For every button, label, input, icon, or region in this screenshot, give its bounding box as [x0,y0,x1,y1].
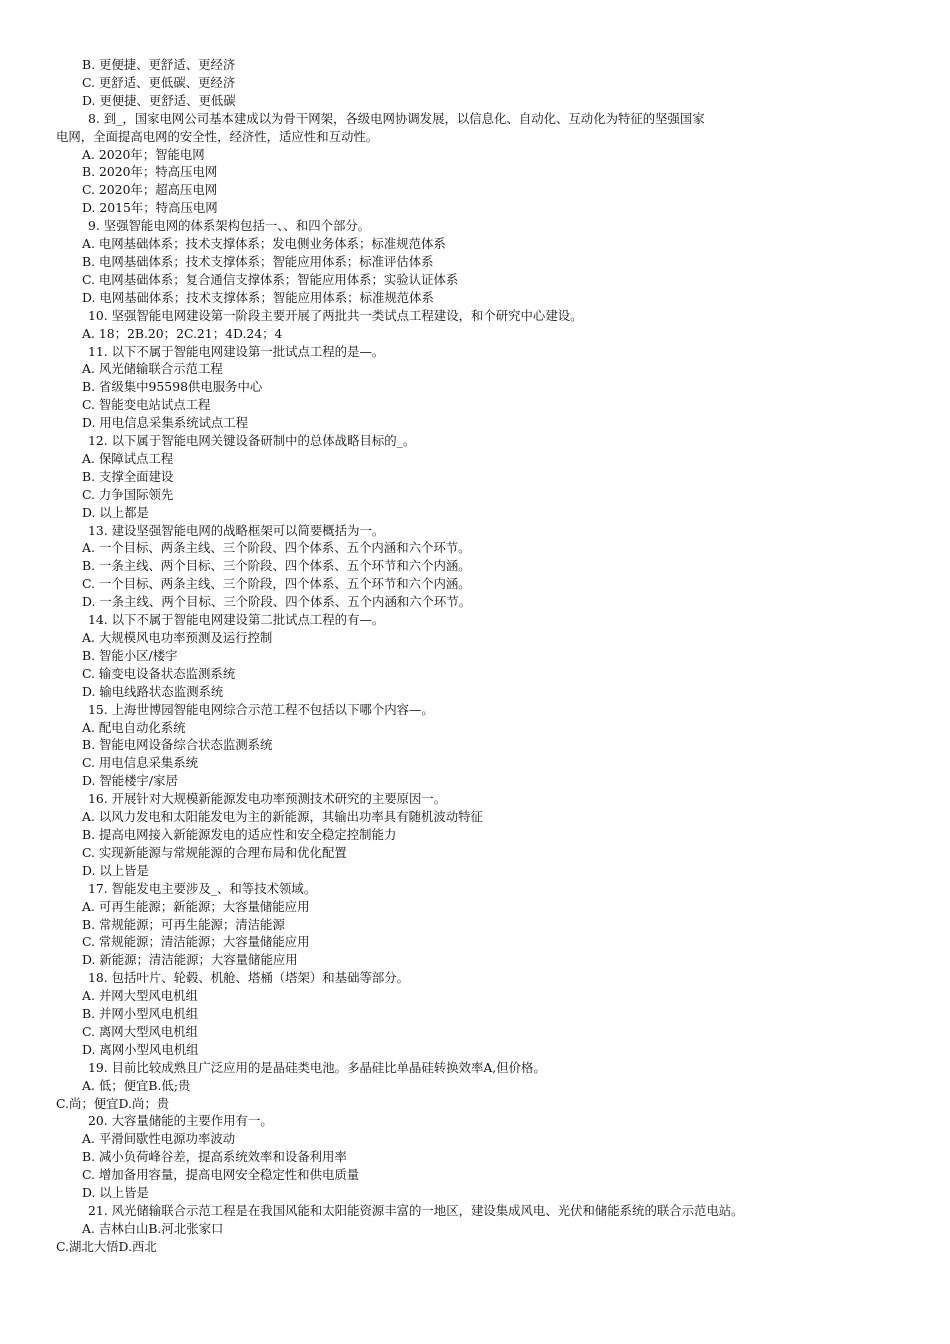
option-line: D. 电网基础体系；技术支撑体系；智能应用体系；标准规范体系 [82,289,434,305]
option-line: A. 低；便宜B.低;贵 [82,1077,191,1093]
document-page [0,56,950,1256]
question-line: 16. 开展针对大规模新能源发电功率预测技术研究的主要原因一。 [88,791,447,807]
option-line: B. 电网基础体系；技术支撑体系；智能应用体系；标准评估体系 [82,253,434,269]
option-line: C. 更舒适、更低碳、更经济 [82,74,236,90]
question-line: 11. 以下不属于智能电网建设第一批试点工程的是—。 [88,343,385,359]
option-line: C. 实现新能源与常规能源的合理布局和优化配置 [82,844,347,860]
option-line: D. 离网小型风电机组 [82,1041,199,1057]
option-line: A. 电网基础体系；技术支撑体系；发电侧业务体系；标准规范体系 [82,236,446,252]
question-line: 12. 以下属于智能电网关键设备研制中的总体战略目标的_。 [88,433,416,449]
option-line: A. 风光储输联合示范工程 [82,361,223,377]
option-line: C. 常规能源；清洁能源；大容量储能应用 [82,934,310,950]
question-line: 9. 坚强智能电网的体系架构包括一、、和四个部分。 [88,218,371,234]
option-line: C. 用电信息采集系统 [82,755,199,771]
question-line: 20. 大容量储能的主要作用有一。 [88,1113,273,1129]
option-line: B. 支撑全面建设 [82,468,174,484]
option-line: B. 智能电网设备综合状态监测系统 [82,737,273,753]
option-line: A. 以风力发电和太阳能发电为主的新能源，其输出功率具有随机波动特征 [82,809,483,825]
option-line: B. 常规能源；可再生能源；清洁能源 [82,916,285,932]
option-line: C. 2020年；超高压电网 [82,182,218,198]
option-line: A. 平滑间歇性电源功率波动 [82,1131,236,1147]
option-line: A. 18；2B.20；2C.21；4D.24；4 [82,325,283,341]
option-line: B. 2020年；特高压电网 [82,164,218,180]
option-line: A. 可再生能源；新能源；大容量储能应用 [82,898,310,914]
question-line: 21. 风光储输联合示范工程是在我国风能和太阳能资源丰富的一地区，建设集成风电、光伏和储能系统的联合示范电站。 [88,1203,744,1218]
question-line: 17. 智能发电主要涉及_、和等技术领域。 [88,880,317,896]
option-line: D. 以上皆是 [82,862,149,878]
question-line: 14. 以下不属于智能电网建设第二批试点工程的有—。 [88,612,385,628]
option-line: B. 减小负荷峰谷差，提高系统效率和设备利用率 [82,1149,347,1165]
option-line: D. 更便捷、更舒适、更低碳 [82,92,236,108]
option-line: A. 大规模风电功率预测及运行控制 [82,630,273,645]
question-line: 13. 建设坚强智能电网的战略框架可以简要概括为一。 [88,522,385,538]
continuation-line: C.湖北大悟D.西北 [56,1238,157,1254]
option-line: D. 用电信息采集系统试点工程 [82,415,249,431]
option-line: A. 吉林白山B.河北张家口 [82,1220,224,1236]
option-line: D. 输电线路状态监测系统 [82,683,224,699]
question-line: 18. 包括叶片、轮毂、机舱、塔桶（塔架）和基础等部分。 [88,970,410,986]
option-line: A. 一个目标、两条主线、三个阶段、四个体系、五个内涵和六个环节。 [82,540,471,556]
option-line: A. 配电自动化系统 [82,719,186,735]
option-line: B. 并网小型风电机组 [82,1006,199,1022]
question-line: 8. 到_，国家电网公司基本建成以为骨干网架，各级电网协调发展，以信息化、自动化、互动化为特征的坚强国家 [88,110,705,126]
option-line: D. 新能源；清洁能源；大容量储能应用 [82,952,298,968]
option-line: C. 力争国际领先 [82,486,174,502]
option-line: B. 一条主线、两个目标、三个阶段、四个体系、五个环节和六个内涵。 [82,558,471,574]
option-line: D. 以上皆是 [82,1185,149,1201]
continuation-line: 电网，全面提高电网的安全性，经济性，适应性和互动性。 [56,128,379,144]
option-line: C. 电网基础体系；复合通信支撑体系；智能应用体系；实验认证体系 [82,271,459,287]
option-line: D. 一条主线、两个目标、三个阶段、四个体系、五个内涵和六个环节。 [82,594,472,610]
option-line: B. 更便捷、更舒适、更经济 [82,57,236,72]
option-line: C. 一个目标、两条主线、三个阶段，四个体系、五个环节和六个内涵。 [82,576,471,592]
option-line: C. 输变电设备状态监测系统 [82,665,236,681]
option-line: C. 增加备用容量，提高电网安全稳定性和供电质量 [82,1167,360,1183]
option-line: B. 省级集中95598供电服务中心 [82,379,263,395]
option-line: B. 提高电网接入新能源发电的适应性和安全稳定控制能力 [82,826,397,842]
option-line: A. 保障试点工程 [82,450,174,466]
option-line: B. 智能小区/楼宇 [82,647,178,663]
question-line: 10. 坚强智能电网建设第一阶段主要开展了两批共一类试点工程建设，和个研究中心建设。 [88,307,583,323]
option-line: D. 2015年；特高压电网 [82,200,218,216]
option-line: A. 2020年；智能电网 [82,146,205,162]
continuation-line: C.尚；便宜D.尚；贵 [56,1095,170,1111]
option-line: D. 智能楼宇/家居 [82,773,178,789]
option-line: D. 以上都是 [82,504,149,520]
option-line: A. 并网大型风电机组 [82,988,198,1004]
option-line: C. 离网大型风电机组 [82,1023,199,1039]
question-line: 19. 目前比较成熟且广泛应用的是晶硅类电池。多晶硅比单晶硅转换效率A,但价格。 [88,1059,546,1075]
question-line: 15. 上海世博园智能电网综合示范工程不包括以下哪个内容—。 [88,701,434,717]
option-line: C. 智能变电站试点工程 [82,397,211,413]
